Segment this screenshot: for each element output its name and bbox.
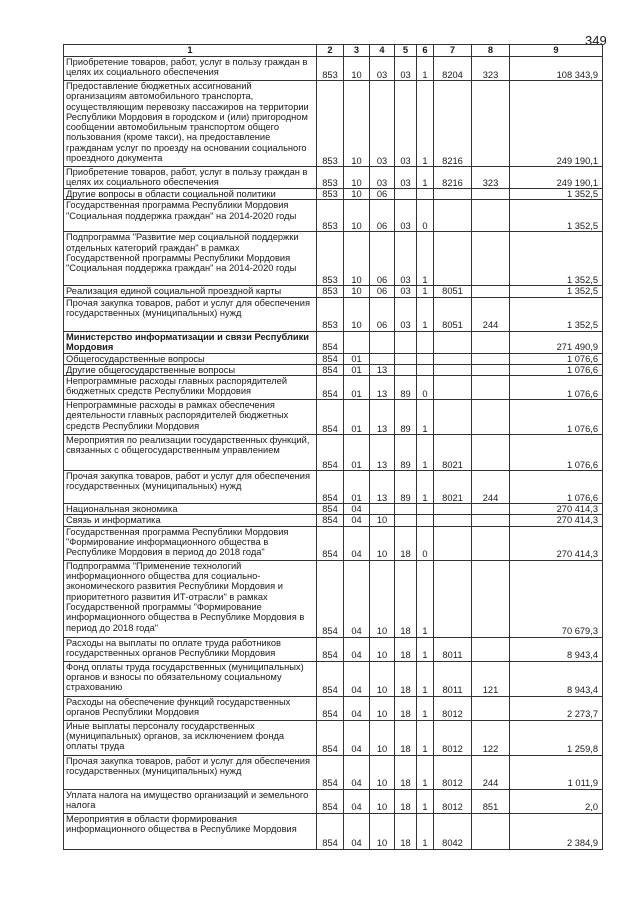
code-subsection-cell: 10 [370, 560, 395, 637]
code-subsection-cell: 13 [370, 400, 395, 435]
code-expense-type-cell: 323 [472, 57, 510, 81]
code-ministry-cell: 853 [317, 232, 344, 286]
code-program-cell: 18 [395, 720, 417, 755]
table-row [64, 560, 603, 637]
table-row [64, 364, 603, 375]
table-row [64, 167, 603, 189]
code-subsection-cell: 03 [370, 57, 395, 81]
row-name-cell: Расходы на обеспечение функций государственных органов Республики Мордовия [64, 696, 317, 720]
row-name-cell: Другие общегосударственные вопросы [64, 364, 317, 375]
code-direction-cell: 8204 [434, 57, 472, 81]
code-section-cell: 04 [344, 526, 370, 560]
code-direction-cell: 8012 [434, 696, 472, 720]
code-expense-type-cell [472, 435, 510, 471]
code-direction-cell [434, 200, 472, 232]
code-ministry-cell: 854 [317, 637, 344, 661]
code-section-cell: 04 [344, 637, 370, 661]
header-cell: 4 [370, 45, 395, 57]
amount-cell: 271 490,9 [510, 331, 603, 353]
code-subprogram-cell [417, 331, 434, 353]
code-subsection-cell: 10 [370, 789, 395, 813]
header-cell: 6 [417, 45, 434, 57]
amount-cell: 2 273,7 [510, 696, 603, 720]
row-name-cell: Подпрограмма "Применение технологий информационного общества для социально-экономического развития Республики Мордовия и приоритетного развития ИТ-отрасли" в рамках Государственной программы "Формирование информационного общества в Республике Мордовия в период до 2018 года" [64, 560, 317, 637]
code-subsection-cell: 10 [370, 637, 395, 661]
code-expense-type-cell: 851 [472, 789, 510, 813]
code-section-cell: 04 [344, 789, 370, 813]
code-subsection-cell: 10 [370, 526, 395, 560]
code-direction-cell: 8216 [434, 167, 472, 189]
row-name-cell: Общегосударственные вопросы [64, 353, 317, 364]
code-program-cell: 03 [395, 232, 417, 286]
table-row [64, 813, 603, 849]
code-expense-type-cell [472, 364, 510, 375]
table-row [64, 755, 603, 789]
row-name-cell: Фонд оплаты труда государственных (муниципальных) органов и взносы по обязательному социальному страхованию [64, 661, 317, 696]
code-section-cell: 04 [344, 504, 370, 515]
code-subprogram-cell [417, 353, 434, 364]
code-ministry-cell: 853 [317, 167, 344, 189]
code-subprogram-cell: 1 [417, 435, 434, 471]
code-section-cell: 01 [344, 364, 370, 375]
amount-cell: 1 076,6 [510, 471, 603, 504]
code-direction-cell: 8012 [434, 720, 472, 755]
code-ministry-cell: 854 [317, 526, 344, 560]
code-section-cell [344, 331, 370, 353]
code-expense-type-cell [472, 232, 510, 286]
code-direction-cell [434, 526, 472, 560]
code-expense-type-cell: 244 [472, 471, 510, 504]
header-cell: 7 [434, 45, 472, 57]
code-expense-type-cell: 244 [472, 297, 510, 331]
code-expense-type-cell [472, 376, 510, 400]
row-name-cell: Государственная программа Республики Мордовия "Формирование информационного общества в Республике Мордовия в период до 2018 года" [64, 526, 317, 560]
code-section-cell: 10 [344, 286, 370, 297]
code-ministry-cell: 854 [317, 696, 344, 720]
code-subprogram-cell: 1 [417, 286, 434, 297]
code-expense-type-cell: 323 [472, 167, 510, 189]
code-ministry-cell: 854 [317, 364, 344, 375]
code-ministry-cell: 854 [317, 471, 344, 504]
code-subsection-cell: 13 [370, 376, 395, 400]
header-cell: 1 [64, 45, 317, 57]
code-section-cell: 04 [344, 813, 370, 849]
code-subprogram-cell: 1 [417, 720, 434, 755]
table-row [64, 720, 603, 755]
code-ministry-cell: 853 [317, 189, 344, 200]
table-row [64, 376, 603, 400]
code-program-cell: 03 [395, 57, 417, 81]
code-direction-cell: 8216 [434, 81, 472, 167]
row-name-cell: Реализация единой социальной проездной карты [64, 286, 317, 297]
code-ministry-cell: 853 [317, 200, 344, 232]
code-section-cell: 10 [344, 81, 370, 167]
code-section-cell: 01 [344, 471, 370, 504]
code-subsection-cell: 10 [370, 515, 395, 526]
code-ministry-cell: 853 [317, 297, 344, 331]
amount-cell: 249 190,1 [510, 167, 603, 189]
amount-cell: 1 259,8 [510, 720, 603, 755]
code-program-cell [395, 353, 417, 364]
amount-cell: 1 352,5 [510, 232, 603, 286]
row-name-cell: Непрограммные расходы в рамках обеспечения деятельности главных распорядителей бюджетных средств Республики Мордовия [64, 400, 317, 435]
amount-cell: 1 076,6 [510, 435, 603, 471]
code-ministry-cell: 854 [317, 560, 344, 637]
row-name-cell: Связь и информатика [64, 515, 317, 526]
code-expense-type-cell: 122 [472, 720, 510, 755]
code-direction-cell [434, 515, 472, 526]
code-section-cell: 10 [344, 297, 370, 331]
code-direction-cell [434, 189, 472, 200]
code-subprogram-cell: 1 [417, 755, 434, 789]
code-program-cell: 03 [395, 286, 417, 297]
code-subprogram-cell: 1 [417, 471, 434, 504]
code-section-cell: 04 [344, 755, 370, 789]
code-subsection-cell: 06 [370, 200, 395, 232]
row-name-cell: Национальная экономика [64, 504, 317, 515]
amount-cell: 1 076,6 [510, 376, 603, 400]
row-name-cell: Прочая закупка товаров, работ и услуг для обеспечения государственных (муниципальных) нужд [64, 471, 317, 504]
amount-cell: 2 384,9 [510, 813, 603, 849]
code-section-cell: 04 [344, 661, 370, 696]
code-subsection-cell: 13 [370, 364, 395, 375]
code-ministry-cell: 854 [317, 504, 344, 515]
amount-cell: 1 352,5 [510, 297, 603, 331]
budget-table [63, 44, 603, 850]
table-row [64, 661, 603, 696]
code-direction-cell [434, 400, 472, 435]
header-cell: 2 [317, 45, 344, 57]
code-expense-type-cell [472, 526, 510, 560]
table-row [64, 504, 603, 515]
code-section-cell: 04 [344, 720, 370, 755]
code-direction-cell [434, 376, 472, 400]
table-row [64, 189, 603, 200]
code-section-cell: 04 [344, 560, 370, 637]
amount-cell: 1 352,5 [510, 200, 603, 232]
code-direction-cell: 8011 [434, 661, 472, 696]
code-program-cell [395, 331, 417, 353]
code-expense-type-cell [472, 813, 510, 849]
code-subprogram-cell: 1 [417, 167, 434, 189]
code-expense-type-cell [472, 81, 510, 167]
code-expense-type-cell [472, 200, 510, 232]
code-ministry-cell: 854 [317, 755, 344, 789]
header-cell: 8 [472, 45, 510, 57]
table-row [64, 353, 603, 364]
row-name-cell: Расходы на выплаты по оплате труда работников государственных органов Республики Мордовия [64, 637, 317, 661]
amount-cell: 270 414,3 [510, 504, 603, 515]
code-subsection-cell: 10 [370, 661, 395, 696]
row-name-cell: Государственная программа Республики Мордовия "Социальная поддержка граждан" на 2014-2020 годы [64, 200, 317, 232]
amount-cell: 1 011,9 [510, 755, 603, 789]
table-row [64, 637, 603, 661]
code-subsection-cell: 10 [370, 755, 395, 789]
code-subprogram-cell: 0 [417, 526, 434, 560]
code-subsection-cell: 10 [370, 813, 395, 849]
code-ministry-cell: 854 [317, 789, 344, 813]
code-subprogram-cell: 0 [417, 200, 434, 232]
amount-cell: 2,0 [510, 789, 603, 813]
header-cell: 9 [510, 45, 603, 57]
code-program-cell: 18 [395, 661, 417, 696]
code-subsection-cell: 10 [370, 696, 395, 720]
code-expense-type-cell: 244 [472, 755, 510, 789]
code-direction-cell [434, 353, 472, 364]
code-program-cell: 03 [395, 297, 417, 331]
row-name-cell: Приобретение товаров, работ, услуг в пользу граждан в целях их социального обеспечения [64, 167, 317, 189]
table-row [64, 297, 603, 331]
code-program-cell: 18 [395, 526, 417, 560]
row-name-cell: Мероприятия в области формирования информационного общества в Республике Мордовия [64, 813, 317, 849]
code-direction-cell: 8021 [434, 435, 472, 471]
code-subprogram-cell: 1 [417, 57, 434, 81]
code-section-cell: 10 [344, 189, 370, 200]
code-subprogram-cell: 1 [417, 297, 434, 331]
code-section-cell: 01 [344, 400, 370, 435]
code-direction-cell: 8012 [434, 755, 472, 789]
code-expense-type-cell [472, 400, 510, 435]
code-subprogram-cell: 1 [417, 789, 434, 813]
row-name-cell: Прочая закупка товаров, работ и услуг для обеспечения государственных (муниципальных) нужд [64, 297, 317, 331]
code-ministry-cell: 853 [317, 81, 344, 167]
code-subsection-cell: 06 [370, 297, 395, 331]
row-name-cell: Уплата налога на имущество организаций и земельного налога [64, 789, 317, 813]
code-subprogram-cell: 1 [417, 637, 434, 661]
code-program-cell: 18 [395, 637, 417, 661]
code-subsection-cell [370, 504, 395, 515]
code-ministry-cell: 853 [317, 57, 344, 81]
table-row [64, 200, 603, 232]
code-expense-type-cell [472, 504, 510, 515]
code-expense-type-cell [472, 331, 510, 353]
code-expense-type-cell [472, 696, 510, 720]
code-subprogram-cell: 1 [417, 400, 434, 435]
code-program-cell [395, 504, 417, 515]
code-direction-cell: 8011 [434, 637, 472, 661]
code-program-cell: 89 [395, 471, 417, 504]
table-row [64, 471, 603, 504]
table-row [64, 232, 603, 286]
amount-cell: 249 190,1 [510, 81, 603, 167]
code-expense-type-cell [472, 189, 510, 200]
header-cell: 5 [395, 45, 417, 57]
code-ministry-cell: 854 [317, 331, 344, 353]
amount-cell: 1 076,6 [510, 353, 603, 364]
code-subprogram-cell [417, 189, 434, 200]
code-direction-cell [434, 504, 472, 515]
code-direction-cell: 8051 [434, 297, 472, 331]
code-section-cell: 04 [344, 515, 370, 526]
table-row [64, 57, 603, 81]
code-subprogram-cell [417, 504, 434, 515]
code-direction-cell: 8042 [434, 813, 472, 849]
code-direction-cell: 8021 [434, 471, 472, 504]
code-ministry-cell: 853 [317, 286, 344, 297]
code-subprogram-cell: 1 [417, 696, 434, 720]
header-cell: 3 [344, 45, 370, 57]
table-row [64, 515, 603, 526]
code-expense-type-cell: 121 [472, 661, 510, 696]
code-subsection-cell: 06 [370, 286, 395, 297]
table-row [64, 789, 603, 813]
row-name-cell: Предоставление бюджетных ассигнований организациям автомобильного транспорта, осуществляющим перевозку пассажиров на территории Республики Мордовия в городском и (или) пригородном сообщении автомобильным транспортом общего пользования (кроме такси), на предоставление гражданам услуг по проезду на основании социального проездного документа [64, 81, 317, 167]
row-name-cell: Прочая закупка товаров, работ и услуг для обеспечения государственных (муниципальных) нужд [64, 755, 317, 789]
code-expense-type-cell [472, 560, 510, 637]
code-direction-cell [434, 232, 472, 286]
amount-cell: 1 352,5 [510, 189, 603, 200]
code-section-cell: 01 [344, 353, 370, 364]
row-name-cell: Мероприятия по реализации государственных функций, связанных с общегосударственным управлением [64, 435, 317, 471]
code-expense-type-cell [472, 515, 510, 526]
code-section-cell: 04 [344, 696, 370, 720]
table-row [64, 400, 603, 435]
code-expense-type-cell [472, 637, 510, 661]
code-subprogram-cell: 1 [417, 560, 434, 637]
row-name-cell: Подпрограмма "Развитие мер социальной поддержки отдельных категорий граждан" в рамках Государственной программы Республики Мордовия "Социальная поддержка граждан" на 2014-2020 годы [64, 232, 317, 286]
code-expense-type-cell [472, 353, 510, 364]
code-program-cell: 89 [395, 400, 417, 435]
amount-cell: 1 076,6 [510, 400, 603, 435]
code-subprogram-cell: 1 [417, 661, 434, 696]
code-program-cell: 03 [395, 200, 417, 232]
code-ministry-cell: 854 [317, 661, 344, 696]
amount-cell: 8 943,4 [510, 661, 603, 696]
code-expense-type-cell [472, 286, 510, 297]
code-ministry-cell: 854 [317, 400, 344, 435]
row-name-cell: Иные выплаты персоналу государственных (муниципальных) органов, за исключением фонда оплаты труда [64, 720, 317, 755]
code-subprogram-cell: 1 [417, 813, 434, 849]
table-row [64, 81, 603, 167]
code-ministry-cell: 854 [317, 376, 344, 400]
code-direction-cell: 8012 [434, 789, 472, 813]
code-program-cell [395, 364, 417, 375]
code-direction-cell [434, 560, 472, 637]
code-subsection-cell: 10 [370, 720, 395, 755]
code-program-cell: 03 [395, 81, 417, 167]
page-number: 349 [585, 33, 607, 48]
row-name-cell: Непрограммные расходы главных распорядителей бюджетных средств Республики Мордовия [64, 376, 317, 400]
amount-cell: 270 414,3 [510, 515, 603, 526]
code-subsection-cell: 13 [370, 435, 395, 471]
code-subprogram-cell [417, 515, 434, 526]
amount-cell: 8 943,4 [510, 637, 603, 661]
code-program-cell: 18 [395, 696, 417, 720]
code-section-cell: 10 [344, 57, 370, 81]
amount-cell: 1 076,6 [510, 364, 603, 375]
table-row [64, 435, 603, 471]
code-program-cell: 18 [395, 755, 417, 789]
code-section-cell: 01 [344, 376, 370, 400]
table-row [64, 696, 603, 720]
code-subsection-cell: 03 [370, 167, 395, 189]
code-subprogram-cell: 0 [417, 376, 434, 400]
code-subsection-cell: 13 [370, 471, 395, 504]
code-direction-cell: 8051 [434, 286, 472, 297]
code-program-cell: 18 [395, 813, 417, 849]
table-row [64, 331, 603, 353]
amount-cell: 1 352,5 [510, 286, 603, 297]
code-program-cell: 03 [395, 167, 417, 189]
code-section-cell: 10 [344, 200, 370, 232]
code-subprogram-cell: 1 [417, 81, 434, 167]
row-name-cell: Другие вопросы в области социальной политики [64, 189, 317, 200]
amount-cell: 108 343,9 [510, 57, 603, 81]
code-subprogram-cell: 1 [417, 232, 434, 286]
code-subsection-cell: 06 [370, 189, 395, 200]
code-program-cell: 18 [395, 560, 417, 637]
code-direction-cell [434, 364, 472, 375]
code-ministry-cell: 854 [317, 720, 344, 755]
code-program-cell [395, 189, 417, 200]
code-ministry-cell: 854 [317, 435, 344, 471]
header-row [64, 45, 603, 57]
code-subsection-cell [370, 353, 395, 364]
code-program-cell [395, 515, 417, 526]
row-name-cell: Приобретение товаров, работ, услуг в пользу граждан в целях их социального обеспечения [64, 57, 317, 81]
code-section-cell: 10 [344, 232, 370, 286]
code-ministry-cell: 854 [317, 813, 344, 849]
code-ministry-cell: 854 [317, 515, 344, 526]
code-subprogram-cell [417, 364, 434, 375]
code-section-cell: 01 [344, 435, 370, 471]
code-subsection-cell: 06 [370, 232, 395, 286]
code-ministry-cell: 854 [317, 353, 344, 364]
amount-cell: 270 414,3 [510, 526, 603, 560]
code-subsection-cell [370, 331, 395, 353]
code-direction-cell [434, 331, 472, 353]
amount-cell: 70 679,3 [510, 560, 603, 637]
code-program-cell: 89 [395, 435, 417, 471]
code-program-cell: 18 [395, 789, 417, 813]
code-subsection-cell: 03 [370, 81, 395, 167]
code-program-cell: 89 [395, 376, 417, 400]
table-row [64, 526, 603, 560]
code-section-cell: 10 [344, 167, 370, 189]
row-name-cell: Министерство информатизации и связи Республики Мордовия [64, 331, 317, 353]
table-row [64, 286, 603, 297]
